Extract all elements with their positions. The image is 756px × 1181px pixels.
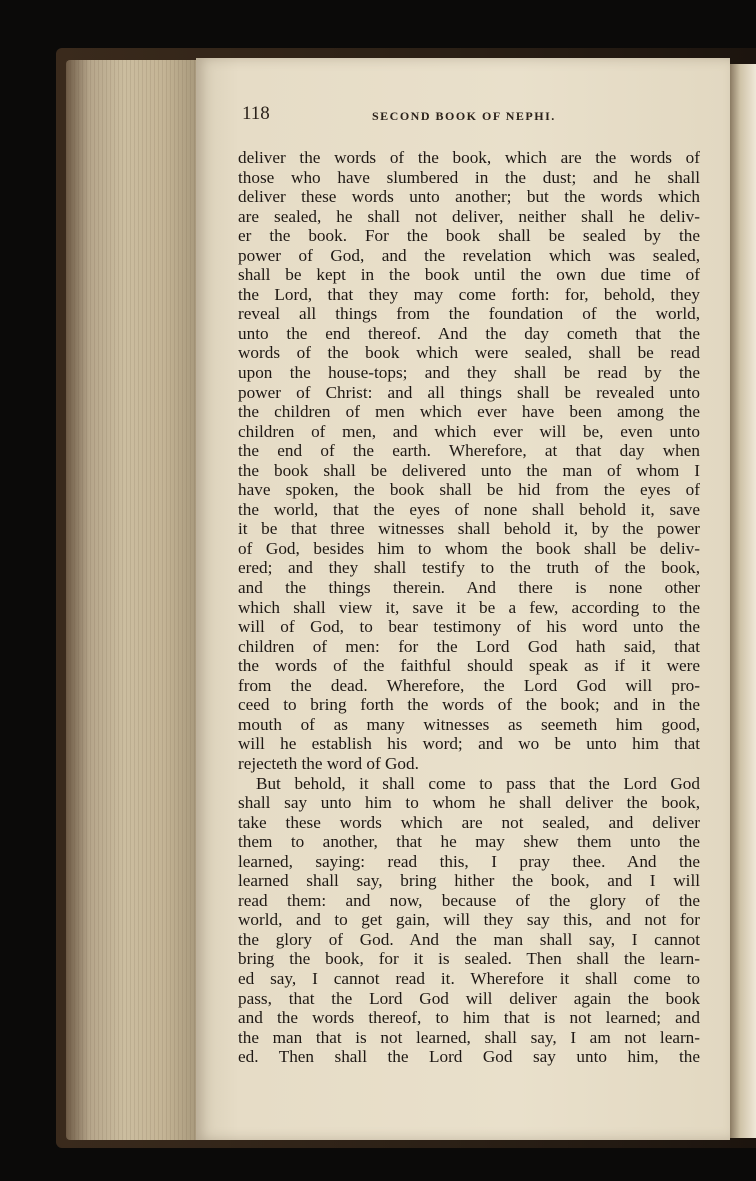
text-line: will of God, to bear testimony of his word unto the bbox=[238, 617, 700, 637]
text-line: world, and to get gain, will they say this, and not for bbox=[238, 910, 700, 930]
facing-page-edge bbox=[730, 64, 756, 1138]
page-block-lines bbox=[66, 60, 196, 1140]
text-line: the children of men which ever have been among the bbox=[238, 402, 700, 422]
text-line: er the book. For the book shall be sealed by the bbox=[238, 226, 700, 246]
text-line: power of God, and the revelation which was sealed, bbox=[238, 245, 700, 265]
text-line: and the things therein. And there is none other bbox=[238, 578, 700, 598]
text-line: will he establish his word; and wo be unto him that bbox=[238, 734, 700, 754]
text-line: learned, saying: read this, I pray thee. And the bbox=[238, 851, 700, 871]
text-line: learned shall say, bring hither the book, and I will bbox=[238, 871, 700, 891]
text-line: ed say, I cannot read it. Wherefore it shall come to bbox=[238, 968, 700, 988]
body-text bbox=[238, 148, 700, 1067]
text-line: take these words which are not sealed, and deliver bbox=[238, 812, 700, 832]
text-line: mouth of as many witnesses as seemeth him good, bbox=[238, 714, 700, 734]
text-line: read them: and now, because of the glory of the bbox=[238, 890, 700, 910]
page-number: 118 bbox=[242, 103, 270, 124]
text-line: words of the book which were sealed, shall be read bbox=[238, 343, 700, 363]
text-line: ed. Then shall the Lord God say unto him, the bbox=[238, 1047, 700, 1067]
text-line: which shall view it, save it be a few, according to the bbox=[238, 597, 700, 617]
text-line: and the words thereof, to him that is not learned; and bbox=[238, 1008, 700, 1028]
text-line: the world, that the eyes of none shall behold it, save bbox=[238, 499, 700, 519]
text-line: the book shall be delivered unto the man of whom I bbox=[238, 460, 700, 480]
text-line: shall be kept in the book until the own due time of bbox=[238, 265, 700, 285]
text-line: the glory of God. And the man shall say, I cannot bbox=[238, 929, 700, 949]
text-line: ered; and they shall testify to the truth of the book, bbox=[238, 558, 700, 578]
text-line: the Lord, that they may come forth: for, behold, they bbox=[238, 284, 700, 304]
text-line: But behold, it shall come to pass that the Lord God bbox=[256, 773, 700, 793]
text-line: are sealed, he shall not deliver, neither shall he deliv- bbox=[238, 206, 700, 226]
text-line: those who have slumbered in the dust; and he shall bbox=[238, 167, 700, 187]
text-line: from the dead. Wherefore, the Lord God will pro- bbox=[238, 675, 700, 695]
text-line: reveal all things from the foundation of the world, bbox=[238, 304, 700, 324]
text-line: deliver the words of the book, which are the words of bbox=[238, 148, 700, 167]
text-line: the words of the faithful should speak as if it were bbox=[238, 656, 700, 676]
text-line: shall say unto him to whom he shall deliver the book, bbox=[238, 793, 700, 813]
text-line: rejecteth the word of God. bbox=[238, 753, 419, 773]
text-line: of God, besides him to whom the book shall be deliv- bbox=[238, 538, 700, 558]
text-line: ceed to bring forth the words of the book; and in the bbox=[238, 695, 700, 715]
text-line: them to another, that he may shew them unto the bbox=[238, 832, 700, 852]
text-line: deliver these words unto another; but the words which bbox=[238, 187, 700, 207]
text-line: upon the house-tops; and they shall be read by the bbox=[238, 363, 700, 383]
running-head: SECOND BOOK OF NEPHI. bbox=[372, 109, 556, 123]
text-line: power of Christ: and all things shall be revealed unto bbox=[238, 382, 700, 402]
text-line: have spoken, the book shall be hid from the eyes of bbox=[238, 480, 700, 500]
text-line: pass, that the Lord God will deliver again the book bbox=[238, 988, 700, 1008]
text-line: children of men, and which ever will be, even unto bbox=[238, 421, 700, 441]
page-header bbox=[242, 103, 698, 133]
text-line: it be that three witnesses shall behold it, by the power bbox=[238, 519, 700, 539]
text-line: children of men: for the Lord God hath said, that bbox=[238, 636, 700, 656]
text-line: the man that is not learned, shall say, I am not learn- bbox=[238, 1027, 700, 1047]
text-line: unto the end thereof. And the day cometh that the bbox=[238, 323, 700, 343]
text-line: bring the book, for it is sealed. Then shall the learn- bbox=[238, 949, 700, 969]
text-line: the end of the earth. Wherefore, at that day when bbox=[238, 441, 700, 461]
